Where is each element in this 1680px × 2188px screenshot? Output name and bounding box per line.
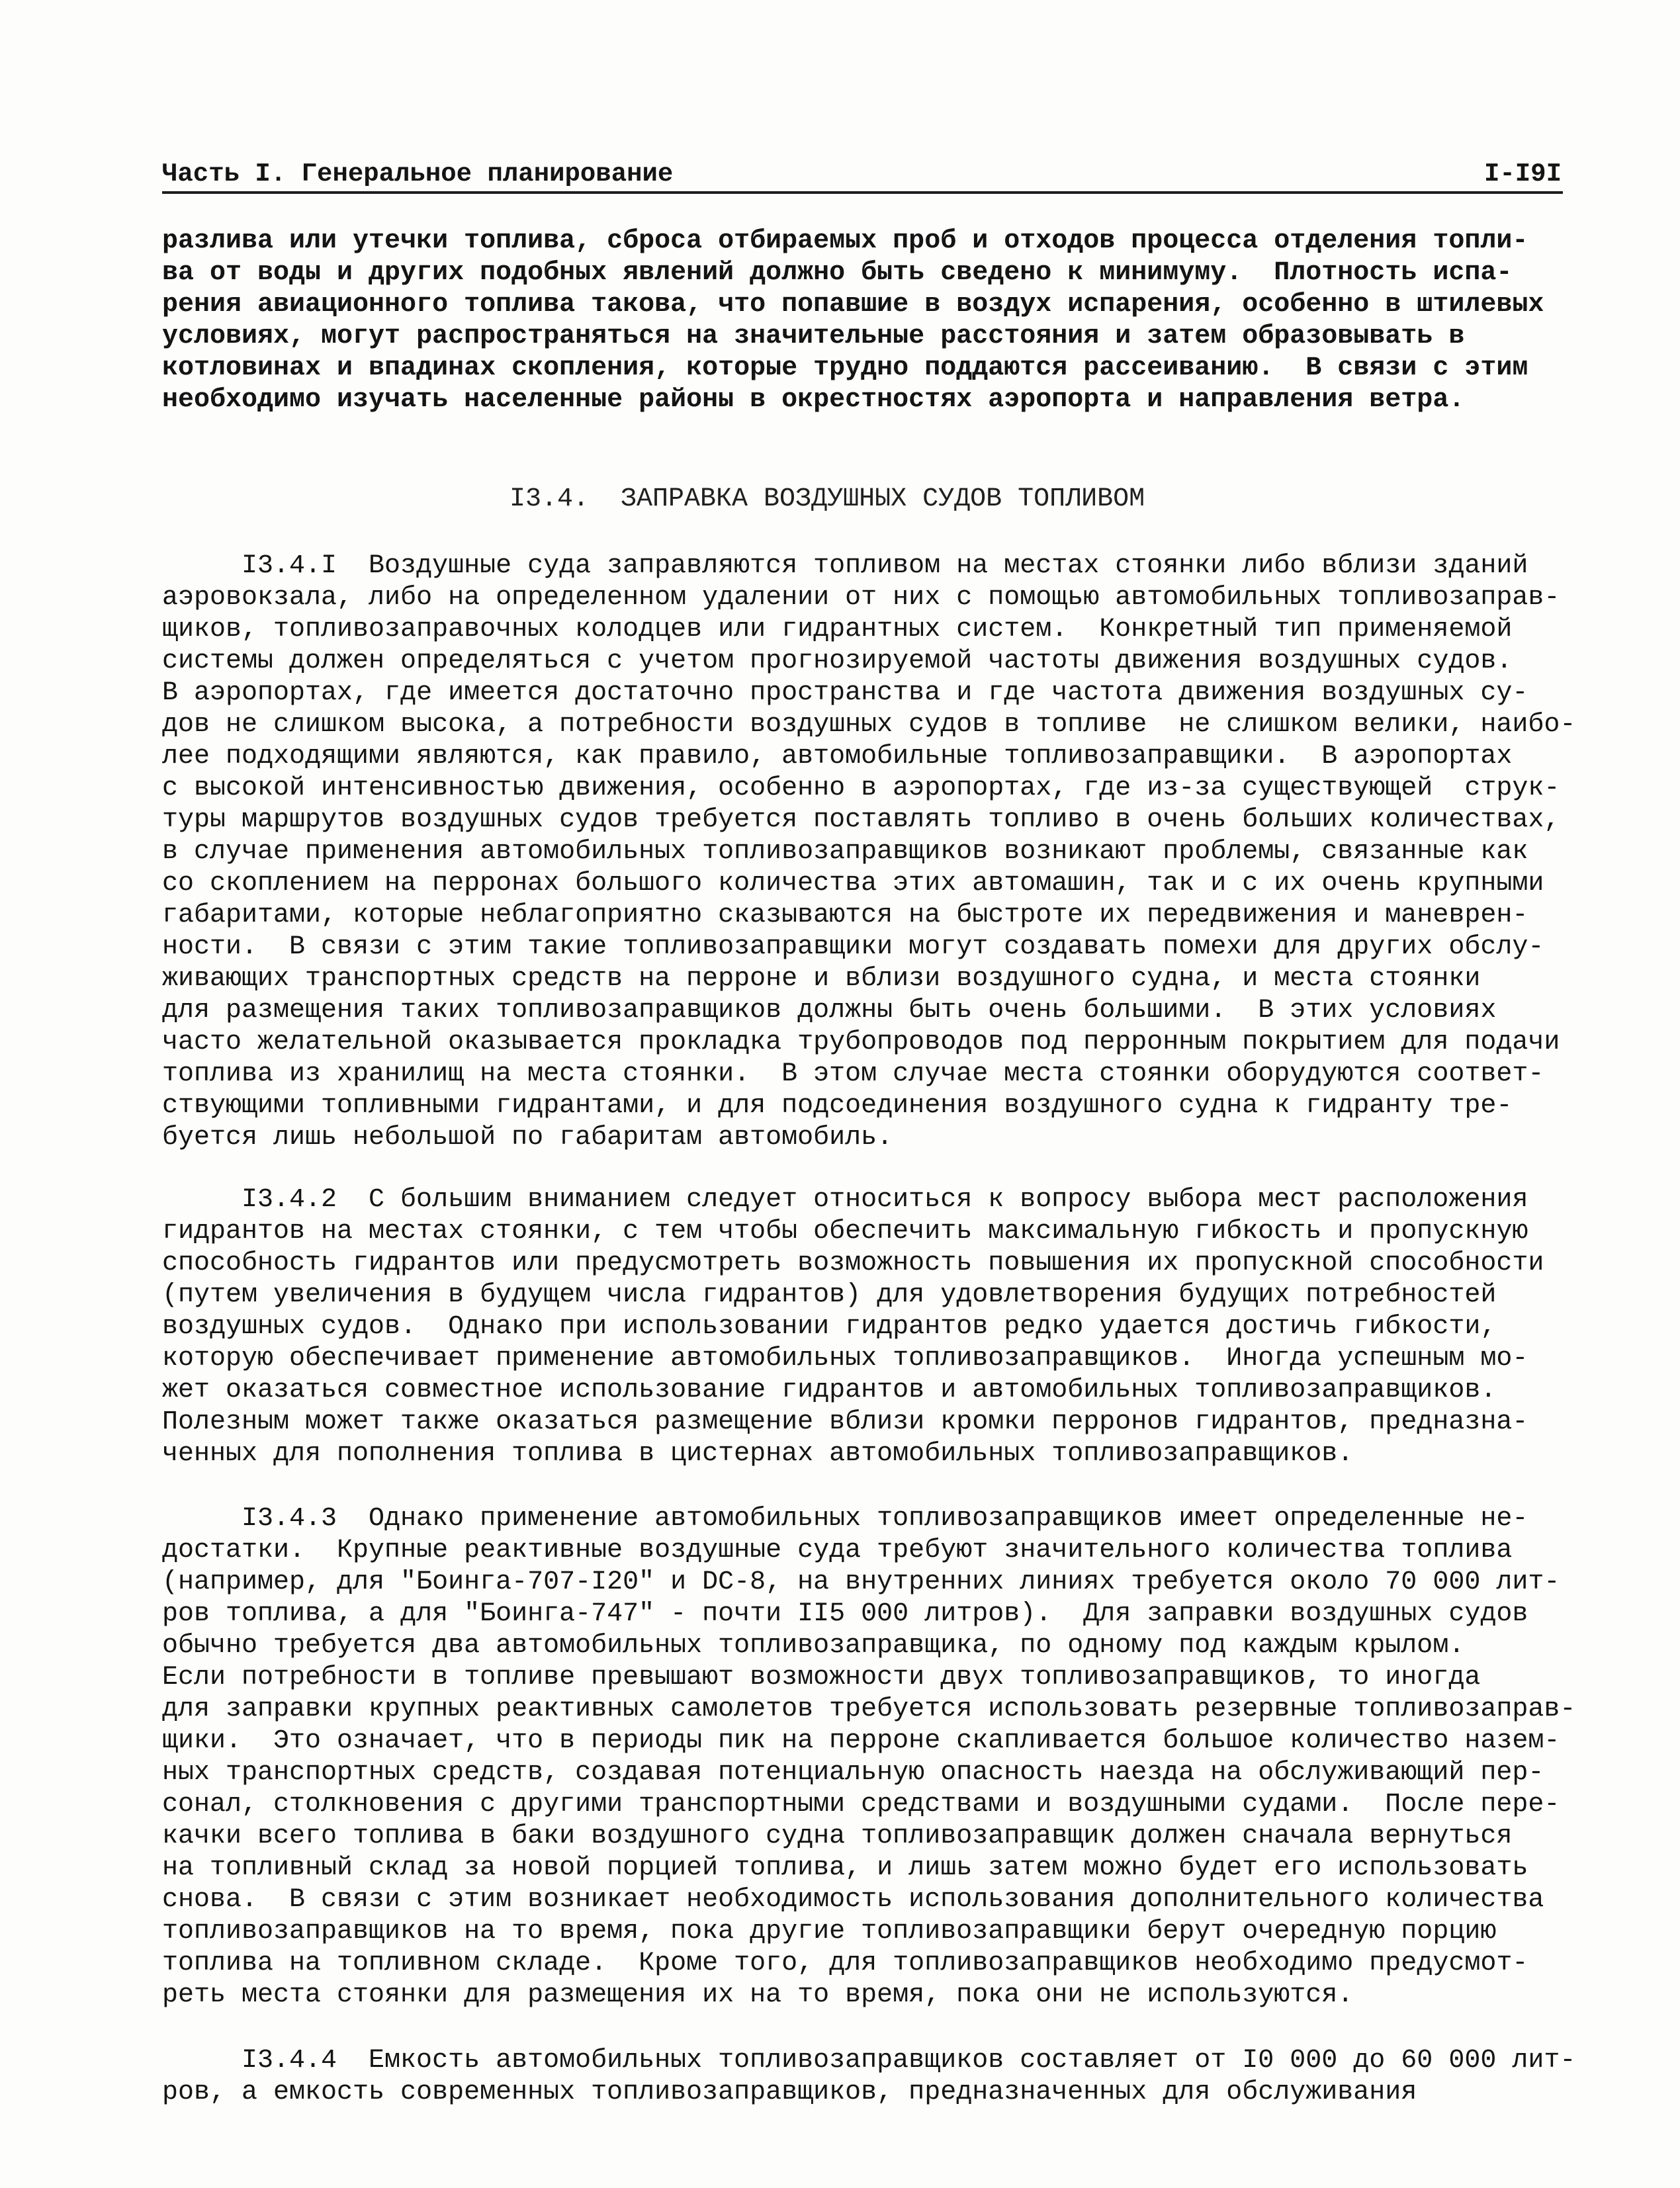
paragraph-first-line xyxy=(162,2045,1575,2077)
paragraph-number: I3.4.I xyxy=(242,551,337,581)
paragraph-number: I3.4.4 xyxy=(242,2046,337,2076)
text-line: жет оказаться совместное использование гидрантов и автомобильных топливозаправщиков. xyxy=(162,1376,1497,1405)
text-line: ва от воды и других подобных явлений должно быть сведено к минимуму. Плотность испа- xyxy=(162,258,1513,288)
running-title: Часть I. Генеральное планирование xyxy=(162,159,674,189)
text-line: гидрантов на местах стоянки, с тем чтобы обеспечить максимальную гибкость и пропускную xyxy=(162,1217,1528,1247)
text-line: ствующими топливными гидрантами, и для подсоединения воздушного судна к гидранту тре- xyxy=(162,1091,1513,1121)
text-line: живающих транспортных средств на перроне и вблизи воздушного судна, и места стоянки xyxy=(162,964,1481,994)
text-line: (например, для "Боинга-707-I20" и DC-8, на внутренних линиях требуется около 70 000 лит- xyxy=(162,1567,1560,1597)
text-line: щиков, топливозаправочных колодцев или гидрантных систем. Конкретный тип применяемой xyxy=(162,615,1513,644)
text-line: для размещения таких топливозаправщиков должны быть очень большими. В этих условиях xyxy=(162,996,1497,1026)
text-line: ченных для пополнения топлива в цистернах автомобильных топливозаправщиков. xyxy=(162,1439,1354,1469)
text-line: в случае применения автомобильных топливозаправщиков возникают проблемы, связанные как xyxy=(162,837,1528,867)
text-line: снова. В связи с этим возникает необходимость использования дополнительного количества xyxy=(162,1885,1544,1915)
text-line: топлива на топливном складе. Кроме того, для топливозаправщиков необходимо предусмот- xyxy=(162,1948,1528,1978)
text-line: дов не слишком высока, а потребности воздушных судов в топливе не слишком велики, наибо- xyxy=(162,710,1576,740)
text-line: разлива или утечки топлива, сброса отбираемых проб и отходов процесса отделения топли- xyxy=(162,226,1528,256)
text-line: Емкость автомобильных топливозаправщиков составляет от I0 000 до 60 000 лит- xyxy=(369,2046,1576,2076)
page-number: I-I9I xyxy=(1483,159,1562,189)
paragraph-13-4-3 xyxy=(162,1503,1575,2011)
text-line: условиях, могут распространяться на значительные расстояния и затем образовывать в xyxy=(162,322,1465,351)
paragraph-continuation xyxy=(162,226,1544,416)
paragraph-first-line xyxy=(162,1503,1575,1535)
text-line: со скоплением на перронах большого количества этих автомашин, так и с их очень крупными xyxy=(162,869,1544,898)
text-line: ных транспортных средств, создавая потенциальную опасность наезда на обслуживающий пер- xyxy=(162,1758,1544,1788)
text-line: с высокой интенсивностью движения, особенно в аэропортах, где из-за существующей струк- xyxy=(162,773,1560,803)
text-line: для заправки крупных реактивных самолетов требуется использовать резервные топливозаправ- xyxy=(162,1694,1576,1724)
text-line: реть места стоянки для размещения их на то время, пока они не используются. xyxy=(162,1980,1354,2010)
text-line: качки всего топлива в баки воздушного судна топливозаправщик должен сначала вернуться xyxy=(162,1821,1513,1851)
text-line: В аэропортах, где имеется достаточно пространства и где частота движения воздушных су- xyxy=(162,678,1528,708)
text-line: ров, а емкость современных топливозаправщиков, предназначенных для обслуживания xyxy=(162,2078,1417,2107)
text-line: аэровокзала, либо на определенном удалении от них с помощью автомобильных топливозаправ- xyxy=(162,583,1560,613)
text-line: обычно требуется два автомобильных топливозаправщика, по одному под каждым крылом. xyxy=(162,1631,1465,1661)
text-line: буется лишь небольшой по габаритам автомобиль. xyxy=(162,1123,893,1153)
text-line: щики. Это означает, что в периоды пик на перроне скапливается большое количество назем- xyxy=(162,1726,1560,1756)
text-line: топливозаправщиков на то время, пока другие топливозаправщики берут очередную порцию xyxy=(162,1917,1497,1947)
text-line: Полезным может также оказаться размещение вблизи кромки перронов гидрантов, предназна- xyxy=(162,1407,1528,1437)
text-line: С большим вниманием следует относиться к вопросу выбора мест расположения xyxy=(369,1185,1528,1215)
paragraph-13-4-1 xyxy=(162,550,1575,1154)
text-line: рения авиационного топлива такова, что попавшие в воздух испарения, особенно в штилевых xyxy=(162,290,1544,320)
text-line: на топливный склад за новой порцией топлива, и лишь затем можно будет его использовать xyxy=(162,1853,1528,1883)
text-line: Воздушные суда заправляются топливом на местах стоянки либо вблизи зданий xyxy=(369,551,1528,581)
paragraph-number: I3.4.2 xyxy=(242,1185,337,1215)
text-line: необходимо изучать населенные районы в окрестностях аэропорта и направления ветра. xyxy=(162,385,1465,415)
text-line: лее подходящими являются, как правило, автомобильные топливозаправщики. В аэропортах xyxy=(162,742,1513,771)
text-line: воздушных судов. Однако при использовании гидрантов редко удается достичь гибкости, xyxy=(162,1312,1497,1342)
header-rule xyxy=(162,191,1563,194)
text-line: габаритами, которые неблагоприятно сказываются на быстроте их передвижения и маневрен- xyxy=(162,900,1528,930)
text-line: которую обеспечивает применение автомобильных топливозаправщиков. Иногда успешным мо- xyxy=(162,1344,1528,1374)
text-line: ров топлива, а для "Боинга-747" - почти II5 000 литров). Для заправки воздушных судов xyxy=(162,1599,1528,1629)
text-line: достатки. Крупные реактивные воздушные суда требуют значительного количества топлива xyxy=(162,1536,1513,1565)
text-line: способность гидрантов или предусмотреть возможность повышения их пропускной способности xyxy=(162,1248,1544,1278)
text-line: часто желательной оказывается прокладка трубопроводов под перронным покрытием для подачи xyxy=(162,1028,1560,1057)
text-line: туры маршрутов воздушных судов требуется поставлять топливо в очень больших количествах, xyxy=(162,805,1560,835)
text-line: сонал, столкновения с другими транспортными средствами и воздушными судами. После пере- xyxy=(162,1790,1560,1819)
section-title: ЗАПРАВКА ВОЗДУШНЫХ СУДОВ ТОПЛИВОМ xyxy=(621,484,1145,514)
section-number: I3.4. xyxy=(509,484,590,514)
paragraph-first-line xyxy=(162,550,1575,582)
text-line: котловинах и впадинах скопления, которые трудно поддаются рассеиванию. В связи с этим xyxy=(162,353,1528,383)
text-line: топлива из хранилищ на места стоянки. В этом случае места стоянки оборудуются соответ- xyxy=(162,1059,1544,1089)
paragraph-13-4-4 xyxy=(162,2045,1575,2109)
paragraph-number: I3.4.3 xyxy=(242,1504,337,1534)
section-heading xyxy=(509,484,1145,515)
paragraph-13-4-2 xyxy=(162,1184,1544,1470)
text-line: (путем увеличения в будущем числа гидрантов) для удовлетворения будущих потребностей xyxy=(162,1280,1497,1310)
text-line: Если потребности в топливе превышают возможности двух топливозаправщиков, то иногда xyxy=(162,1663,1481,1692)
text-line: системы должен определяться с учетом прогнозируемой частоты движения воздушных судов. xyxy=(162,646,1513,676)
text-line: Однако применение автомобильных топливозаправщиков имеет определенные не- xyxy=(369,1504,1528,1534)
paragraph-first-line xyxy=(162,1184,1544,1216)
text-line: ности. В связи с этим такие топливозаправщики могут создавать помехи для других обслу- xyxy=(162,932,1544,962)
